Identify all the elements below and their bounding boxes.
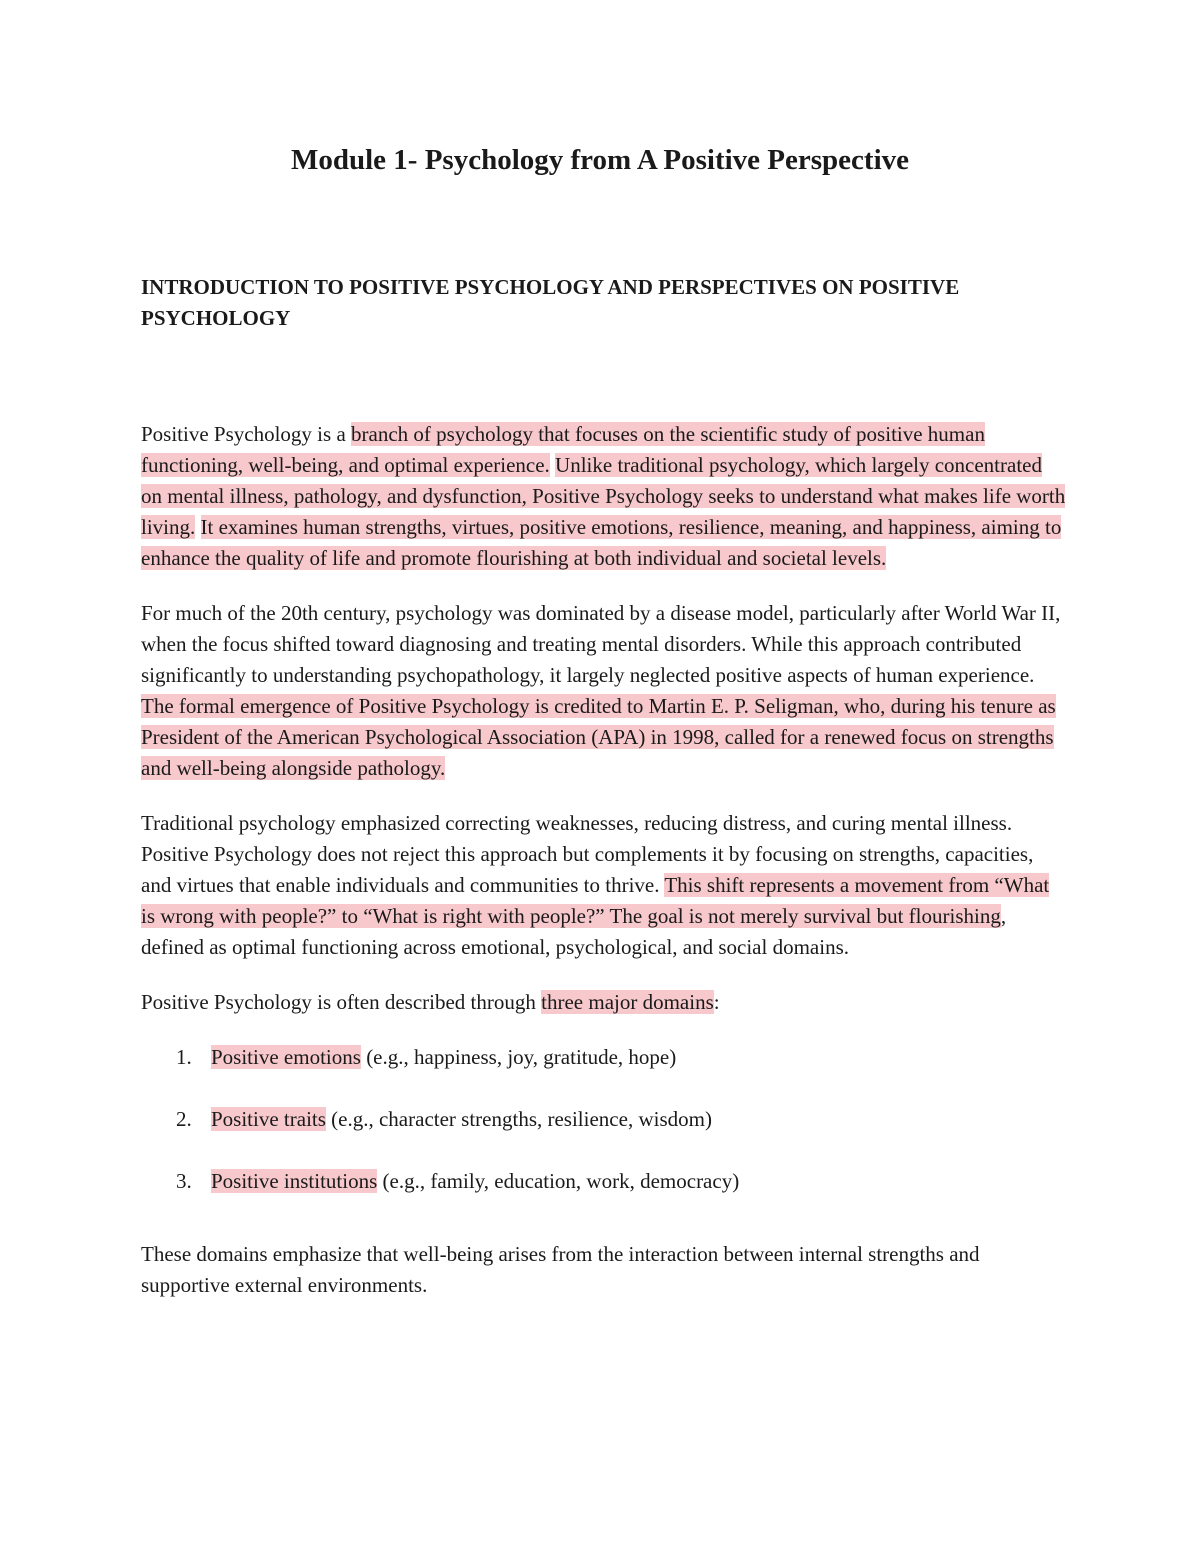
paragraph-text: Traditional psychology emphasized correcting weaknesses, reducing distress, and curing mental illness. Positive Psychology does not reject this approach but complements it by focusing on strengths, capacities, and virtues that enable individuals and communities to thrive.	[141, 811, 1034, 897]
paragraph-history	[141, 598, 1066, 784]
highlighted-text: The formal emergence of Positive Psychology is credited to Martin E. P. Seligman, who, during his tenure as President of the American Psychological Association (APA) in 1998, called for a renewed focus on strengths and well-being alongside pathology.	[141, 694, 1056, 780]
paragraph-text: :	[713, 990, 720, 1014]
highlighted-text: It examines human strengths, virtues, positive emotions, resilience, meaning, and happiness, aiming to enhance the quality of life and promote flourishing at both individual and societal levels.	[141, 515, 1062, 570]
document-body	[141, 419, 1066, 1325]
domain-item	[141, 1166, 1066, 1197]
paragraph-text: , defined as optimal functioning across emotional, psychological, and social domains.	[141, 904, 1007, 959]
domain-term: Positive emotions	[211, 1045, 361, 1069]
domain-item	[141, 1104, 1066, 1135]
domain-number: 2.	[176, 1107, 192, 1131]
paragraph-domains-intro	[141, 987, 1066, 1018]
highlighted-text: branch of psychology that focuses on the scientific study of positive human functioning, well-being, and optimal experience.	[141, 422, 985, 477]
domain-term: Positive traits	[211, 1107, 326, 1131]
domain-item	[141, 1042, 1066, 1073]
closing-paragraph: These domains emphasize that well-being arises from the interaction between internal strengths and supportive external environments.	[141, 1242, 980, 1297]
domain-detail: (e.g., character strengths, resilience, wisdom)	[325, 1107, 712, 1131]
highlighted-text: This shift represents a movement from “What is wrong with people?” to “What is right with people?” The goal is not merely survival but flourishing	[141, 873, 1050, 928]
domain-list	[141, 1042, 1066, 1197]
domain-number: 3.	[176, 1169, 192, 1193]
paragraph-text: For much of the 20th century, psychology was dominated by a disease model, particularly after World War II, when the focus shifted toward diagnosing and treating mental disorders. While this approach contributed significantly to understanding psychopathology, it largely neglected positive aspects of human experience.	[141, 601, 1061, 687]
section-heading: INTRODUCTION TO POSITIVE PSYCHOLOGY AND PERSPECTIVES ON POSITIVE PSYCHOLOGY	[141, 275, 960, 330]
highlighted-text: Unlike traditional psychology, which largely concentrated on mental illness, pathology, and dysfunction, Positive Psychology seeks to understand what makes life worth living.	[141, 453, 1066, 539]
domain-detail: (e.g., happiness, joy, gratitude, hope)	[360, 1045, 677, 1069]
highlighted-text: three major domains	[541, 990, 714, 1014]
paragraph-definition	[141, 419, 1066, 574]
domain-detail: (e.g., family, education, work, democracy)	[377, 1169, 740, 1193]
paragraph-shift	[141, 808, 1066, 963]
paragraph-text: Positive Psychology is often described through	[141, 990, 542, 1014]
paragraph-text	[195, 515, 200, 539]
document-title: Module 1- Psychology from A Positive Perspective	[290, 144, 910, 176]
paragraph-text: Positive Psychology is a	[141, 422, 352, 446]
domain-term: Positive institutions	[211, 1169, 378, 1193]
paragraph-list	[141, 419, 1066, 1018]
domain-number: 1.	[176, 1045, 192, 1069]
